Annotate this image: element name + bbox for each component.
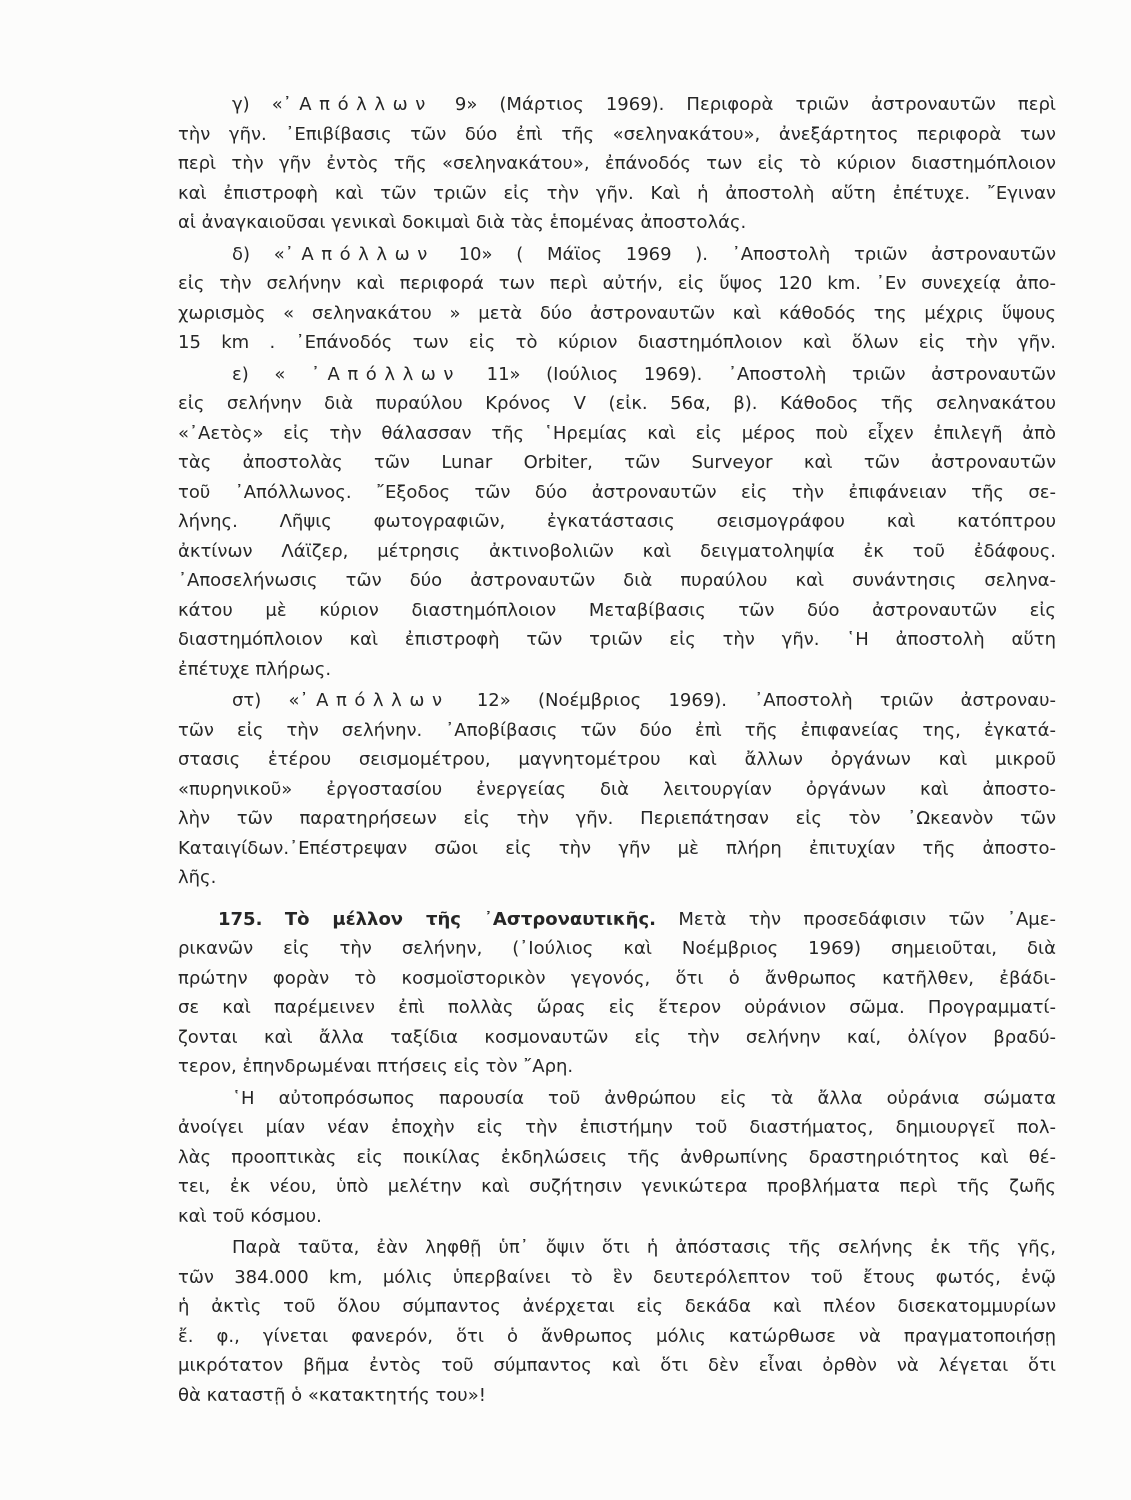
paragraph-apollo-9 [178, 90, 1056, 238]
section-175 [178, 905, 1056, 1082]
text-line: τὴν γῆν. ᾿Επιβίβασις τῶν δύο ἐπὶ τῆς «σεληνακάτου», ἀνεξάρτητος περιφορὰ των [178, 123, 1056, 145]
text-line: λὰς προοπτικὰς εἰς ποικίλας ἐκδηλώσεις τῆς ἀνθρωπίνης δραστηριότητος καὶ θέ- [178, 1146, 1056, 1168]
text-line: λήνης. Λῆψις φωτογραφιῶν, ἐγκατάστασις σεισμογράφου καὶ κατόπτρου [178, 511, 1056, 532]
text-line: ρικανῶν εἰς τὴν σελήνην, (᾿Ιούλιος καὶ Νοέμβριος 1969) σημειοῦται, διὰ [178, 938, 1056, 959]
text-line: εἰς σελήνην διὰ πυραύλου Κρόνος V (εἰκ. 56α, β). Κάθοδος τῆς σεληνακάτου [178, 393, 1056, 414]
text-line: ἀκτίνων Λάϊζερ, μέτρησις ἀκτινοβολιῶν καὶ δειγματοληψία ἐκ τοῦ ἐδάφους. [178, 540, 1056, 562]
text-line: ῾Η αὐτοπρόσωπος παρουσία τοῦ ἀνθρώπου εἰς τὰ ἄλλα οὐράνια σώματα [232, 1087, 1056, 1109]
item-label: ε) « [232, 363, 311, 385]
text-line: ἀνοίγει μίαν νέαν ἐποχὴν εἰς τὴν ἐπιστήμην τοῦ διαστήματος, δημιουργεῖ πολ- [178, 1117, 1056, 1138]
section-title: Τὸ μέλλον τῆς ᾿Αστροναυτικῆς. [284, 908, 656, 930]
text-line: τὰς ἀποστολὰς τῶν Lunar Orbiter, τῶν Surveyor καὶ τῶν ἀστροναυτῶν [178, 452, 1056, 473]
text-line: τει, ἐκ νέου, ὑπὸ μελέτην καὶ συζήτησιν γενικώτερα προβλήματα περὶ τῆς ζωῆς [178, 1176, 1056, 1197]
item-text: 9» (Μάρτιος 1969). Περιφορὰ τριῶν ἀστροναυτῶν περὶ [432, 94, 1056, 115]
text-line: 15 km . ᾿Επάνοδός των εἰς τὸ κύριον διαστημόπλοιον καὶ ὅλων εἰς τὴν γῆν. [178, 332, 1056, 353]
mission-name: ᾿Απόλλων [282, 94, 433, 115]
text-line: Παρὰ ταῦτα, ἐὰν ληφθῇ ὑπ᾿ ὄψιν ὅτι ἡ ἀπόστασις τῆς σελήνης ἐκ τῆς γῆς, [232, 1237, 1056, 1258]
paragraph-conclusion [178, 1233, 1056, 1410]
text-line: τερον, ἐπηνδρωμέναι πτήσεις εἰς τὸν ῎Αρη. [178, 1056, 574, 1077]
item-text: 12» (Νοέμβριος 1969). ᾿Αποστολὴ τριῶν ἀστροναυ- [449, 690, 1056, 711]
text-line: στασις ἑτέρου σεισμομέτρου, μαγνητομέτρου καὶ ἄλλων ὀργάνων καὶ μικροῦ [178, 749, 1056, 770]
text-line: διαστημόπλοιον καὶ ἐπιστροφὴ τῶν τριῶν εἰς τὴν γῆν. ῾Η ἀποστολὴ αὕτη [178, 629, 1056, 650]
text-line: χωρισμὸς « σεληνακάτου » μετὰ δύο ἀστροναυτῶν καὶ κάθοδός της μέχρις ὕψους [178, 302, 1056, 324]
mission-name: ᾿Απόλλων [299, 690, 450, 711]
mission-name: ᾿Απόλλων [310, 363, 462, 385]
text-line: ἔ. φ., γίνεται φανερόν, ὅτι ὁ ἄνθρωπος μόλις κατώρθωσε νὰ πραγματοποιήσῃ [178, 1325, 1056, 1347]
section-number: 175. [218, 908, 263, 930]
item-label: δ) « [232, 243, 285, 265]
paragraph-apollo-11 [178, 360, 1056, 685]
text-line: κάτου μὲ κύριον διαστημόπλοιον Μεταβίβασις τῶν δύο ἀστροναυτῶν εἰς [178, 599, 1056, 621]
text-line: αἱ ἀναγκαιοῦσαι γενικαὶ δοκιμαὶ διὰ τὰς ἑπομένας ἀποστολάς. [178, 212, 747, 233]
item-label: γ) « [232, 94, 283, 115]
text-line: μικρότατον βῆμα ἐντὸς τοῦ σύμπαντος καὶ ὅτι δὲν εἶναι ὀρθὸν νὰ λέγεται ὅτι [178, 1355, 1056, 1376]
mission-name: ᾿Απόλλων [284, 243, 435, 265]
text-line [178, 686, 1056, 716]
text-line: περὶ τὴν γῆν ἐντὸς τῆς «σεληνακάτου», ἐπάνοδός των εἰς τὸ κύριον διαστημόπλοιον [178, 153, 1056, 174]
text-line: τοῦ ᾿Απόλλωνος. ῎Εξοδος τῶν δύο ἀστροναυτῶν εἰς τὴν ἐπιφάνειαν τῆς σε- [178, 481, 1056, 503]
page-text [178, 90, 1056, 1410]
text-line [178, 905, 1056, 935]
item-label: στ) « [232, 690, 300, 711]
text-line: καὶ ἐπιστροφὴ καὶ τῶν τριῶν εἰς τὴν γῆν. Καὶ ἡ ἀποστολὴ αὕτη ἐπέτυχε. ῎Εγιναν [178, 182, 1056, 204]
text-line: σε καὶ παρέμεινεν ἐπὶ πολλὰς ὥρας εἰς ἕτερον οὐράνιον σῶμα. Προγραμματί- [178, 997, 1056, 1018]
text-line: θὰ καταστῇ ὁ «κατακτητής του»! [178, 1384, 486, 1406]
text-line: Καταιγίδων.᾿Επέστρεψαν σῶοι εἰς τὴν γῆν μὲ πλήρη ἐπιτυχίαν τῆς ἀποστο- [178, 837, 1056, 859]
text-line: ζονται καὶ ἄλλα ταξίδια κοσμοναυτῶν εἰς τὴν σελήνην καί, ὀλίγον βραδύ- [178, 1026, 1056, 1048]
paragraph-apollo-10 [178, 240, 1056, 358]
text-line: εἰς τὴν σελήνην καὶ περιφορά των περὶ αὐτήν, εἰς ὕψος 120 km. ᾿Εν συνεχείᾳ ἀπο- [178, 273, 1056, 294]
text-line: ἡ ἀκτὶς τοῦ ὅλου σύμπαντος ἀνέρχεται εἰς δεκάδα καὶ πλέον δισεκατομμυρίων [178, 1296, 1056, 1317]
text-line [178, 360, 1056, 390]
text-line: «᾿Αετὸς» εἰς τὴν θάλασσαν τῆς ῾Ηρεμίας καὶ εἰς μέρος ποὺ εἶχεν ἐπιλεγῆ ἀπὸ [178, 422, 1056, 444]
text-line: τῶν 384.000 km, μόλις ὑπερβαίνει τὸ ἓν δευτερόλεπτον τοῦ ἔτους φωτός, ἐνῷ [178, 1266, 1056, 1288]
text-line: λῆς. [178, 867, 217, 888]
text-line [178, 90, 1056, 120]
text-line: τῶν εἰς τὴν σελήνην. ᾿Αποβίβασις τῶν δύο ἐπὶ τῆς ἐπιφανείας της, ἐγκατά- [178, 719, 1056, 741]
text-line: λὴν τῶν παρατηρήσεων εἰς τὴν γῆν. Περιεπάτησαν εἰς τὸν ᾿Ωκεανὸν τῶν [178, 808, 1056, 829]
text-line: ἐπέτυχε πλήρως. [178, 658, 332, 680]
text-line: ᾿Αποσελήνωσις τῶν δύο ἀστροναυτῶν διὰ πυραύλου καὶ συνάντησις σεληνα- [178, 570, 1056, 591]
item-text: 10» ( Μάϊος 1969 ). ᾿Αποστολὴ τριῶν ἀστροναυτῶν [434, 243, 1056, 265]
text-line: καὶ τοῦ κόσμου. [178, 1205, 322, 1227]
text-line [178, 240, 1056, 270]
paragraph-human-presence [178, 1084, 1056, 1232]
text-line: πρώτην φορὰν τὸ κοσμοϊστορικὸν γεγονός, ὅτι ὁ ἄνθρωπος κατῆλθεν, ἐβάδι- [178, 967, 1056, 989]
text-line: «πυρηνικοῦ» ἐργοστασίου ἐνεργείας διὰ λειτουργίαν ὀργάνων καὶ ἀποστο- [178, 778, 1056, 800]
item-text: 11» (Ιούλιος 1969). ᾿Αποστολὴ τριῶν ἀστροναυτῶν [461, 363, 1056, 385]
section-text: Μετὰ τὴν προσεδάφισιν τῶν ᾿Αμε- [678, 908, 1056, 930]
paragraph-apollo-12 [178, 686, 1056, 893]
